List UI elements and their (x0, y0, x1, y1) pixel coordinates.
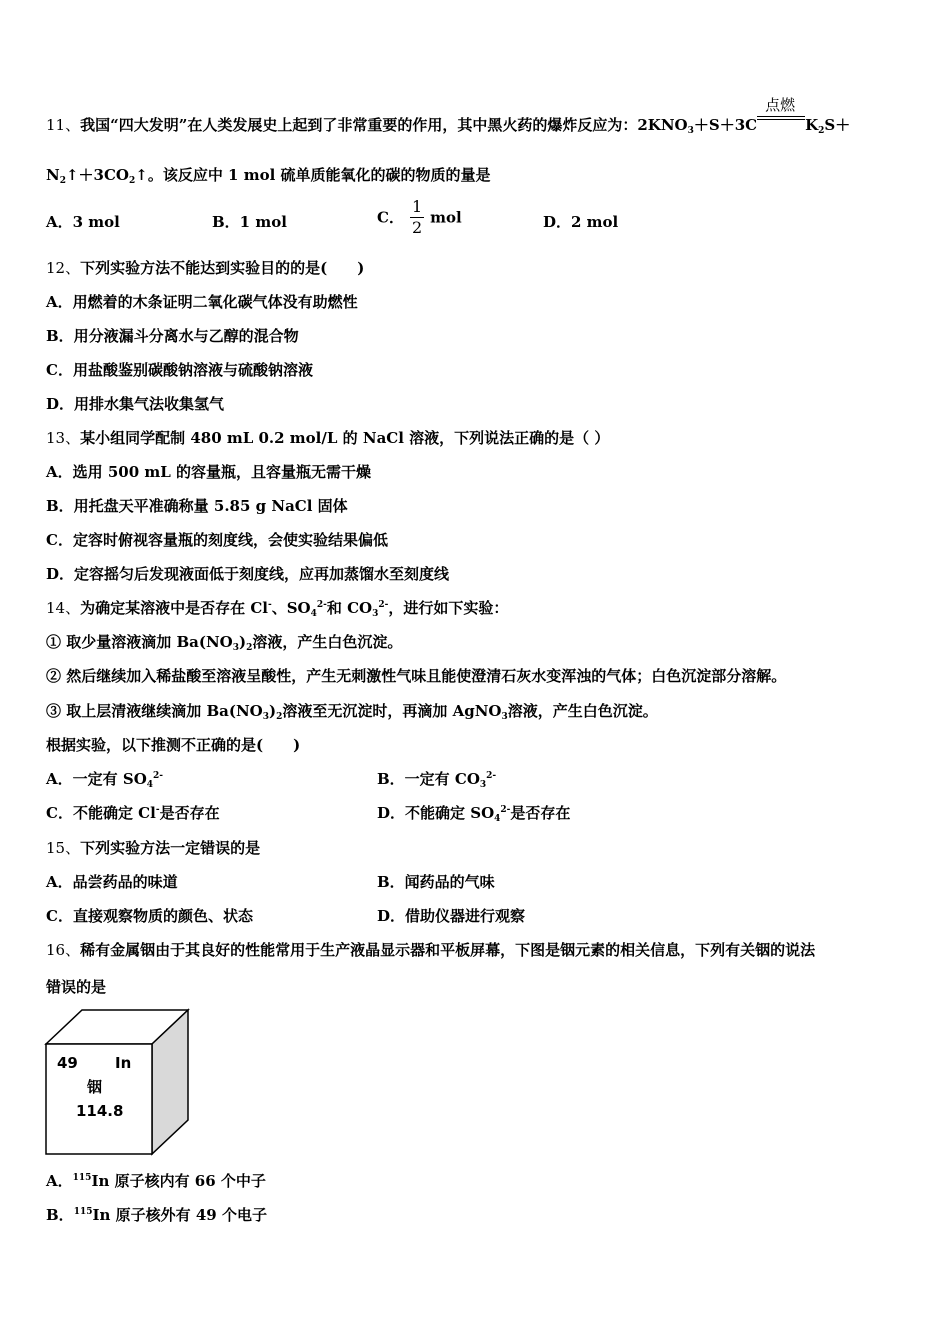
q11-line2: $N_2↑+3CO_2↑$。该反应中 1 mol 硫单质能氧化的碳的物质的量是 (46, 166, 491, 186)
element-name: 铟 (87, 1078, 103, 1096)
q16-stem-line1: 16、稀有金属铟由于其良好的性能常用于生产液晶显示器和平板屏幕，下图是铟元素的相关信息，下列有关铟的说法 (46, 941, 816, 959)
fraction-one-half: $\frac{1}{2}$ (411, 197, 423, 237)
element-atomic-mass: 114.8 (76, 1102, 124, 1120)
q16-stem-line2: 错误的是 (46, 978, 107, 996)
q14-stem: 14、为确定某溶液中是否存在 Cl-、$SO_4^{2-}$和 $CO_3^{2-}$，进行如下实验： (46, 599, 509, 619)
q13-stem: 13、某小组同学配制 480 mL 0.2 mol/L 的 NaCl 溶液，下列说法正确的是（ ） (46, 429, 610, 447)
q13-option-d: D．定容摇匀后发现液面低于刻度线，应再加蒸馏水至刻度线 (46, 565, 450, 583)
q13-option-a: A．选用 500 mL 的容量瓶，且容量瓶无需干燥 (46, 463, 372, 481)
q15-option-b: B．闻药品的气味 (377, 873, 495, 891)
element-symbol: In (115, 1054, 132, 1072)
q13-option-b: B．用托盘天平准确称量 5.85 g NaCl 固体 (46, 497, 348, 515)
q15-option-c: C．直接观察物质的颜色、状态 (46, 907, 253, 925)
q11-line1: 11、我国“四大发明”在人类发展史上起到了非常重要的作用，其中黑火药的爆炸反应为：$2KNO_3+S+3C$ 点燃 $K_2S+$ (46, 96, 851, 136)
q12-option-d: D．用排水集气法收集氢气 (46, 395, 225, 413)
q16-option-b: B．$^{115}$In 原子核外有 49 个电子 (46, 1206, 267, 1224)
q11-option-d: D．2 mol (543, 213, 619, 231)
q11-option-a: A．3 mol (46, 213, 120, 231)
q16-option-a: A．$^{115}$In 原子核内有 66 个中子 (46, 1172, 266, 1190)
q14-step-2: ② 然后继续加入稀盐酸至溶液呈酸性，产生无刺激性气味且能使澄清石灰水变浑浊的气体；白色沉淀部分溶解。 (46, 667, 787, 685)
q14-option-d: D．不能确定 $SO_4^{2-}$是否存在 (377, 804, 571, 824)
q13-option-c: C．定容时俯视容量瓶的刻度线，会使实验结果偏低 (46, 531, 388, 549)
reaction-condition-arrow (757, 96, 805, 135)
q12-option-a: A．用燃着的木条证明二氧化碳气体没有助燃性 (46, 293, 358, 311)
q15-stem: 15、下列实验方法一定错误的是 (46, 839, 261, 857)
q14-option-b: B．一定有 $CO_3^{2-}$ (377, 770, 497, 790)
q14-step-3: ③ 取上层清液继续滴加 $Ba(NO_3)_2$溶液至无沉淀时，再滴加 AgNO$_3$溶液，产生白色沉淀。 (46, 702, 658, 722)
q11-number: 11、 (46, 116, 81, 134)
q11-option-b: B．1 mol (212, 213, 287, 231)
q15-option-d: D．借助仪器进行观察 (377, 907, 526, 925)
q11-option-c: C． $\frac{1}{2}$ mol (377, 197, 462, 237)
q14-option-a: A．一定有 $SO_4^{2-}$ (46, 770, 164, 790)
q12-stem: 12、下列实验方法不能达到实验目的的是( ) (46, 259, 365, 277)
reaction-condition: 点燃 (765, 96, 796, 114)
element-atomic-number: 49 (57, 1054, 78, 1072)
q12-option-c: C．用盐酸鉴别碳酸钠溶液与硫酸钠溶液 (46, 361, 313, 379)
q14-ask: 根据实验，以下推测不正确的是( ) (46, 736, 301, 754)
q14-option-c: C．不能确定 Cl-是否存在 (46, 804, 220, 822)
q15-option-a: A．品尝药品的味道 (46, 873, 178, 891)
indium-element-cube (44, 1008, 192, 1158)
q12-option-b: B．用分液漏斗分离水与乙醇的混合物 (46, 327, 299, 345)
q14-step-1: ① 取少量溶液滴加 $Ba(NO_3)_2$溶液，产生白色沉淀。 (46, 633, 403, 653)
